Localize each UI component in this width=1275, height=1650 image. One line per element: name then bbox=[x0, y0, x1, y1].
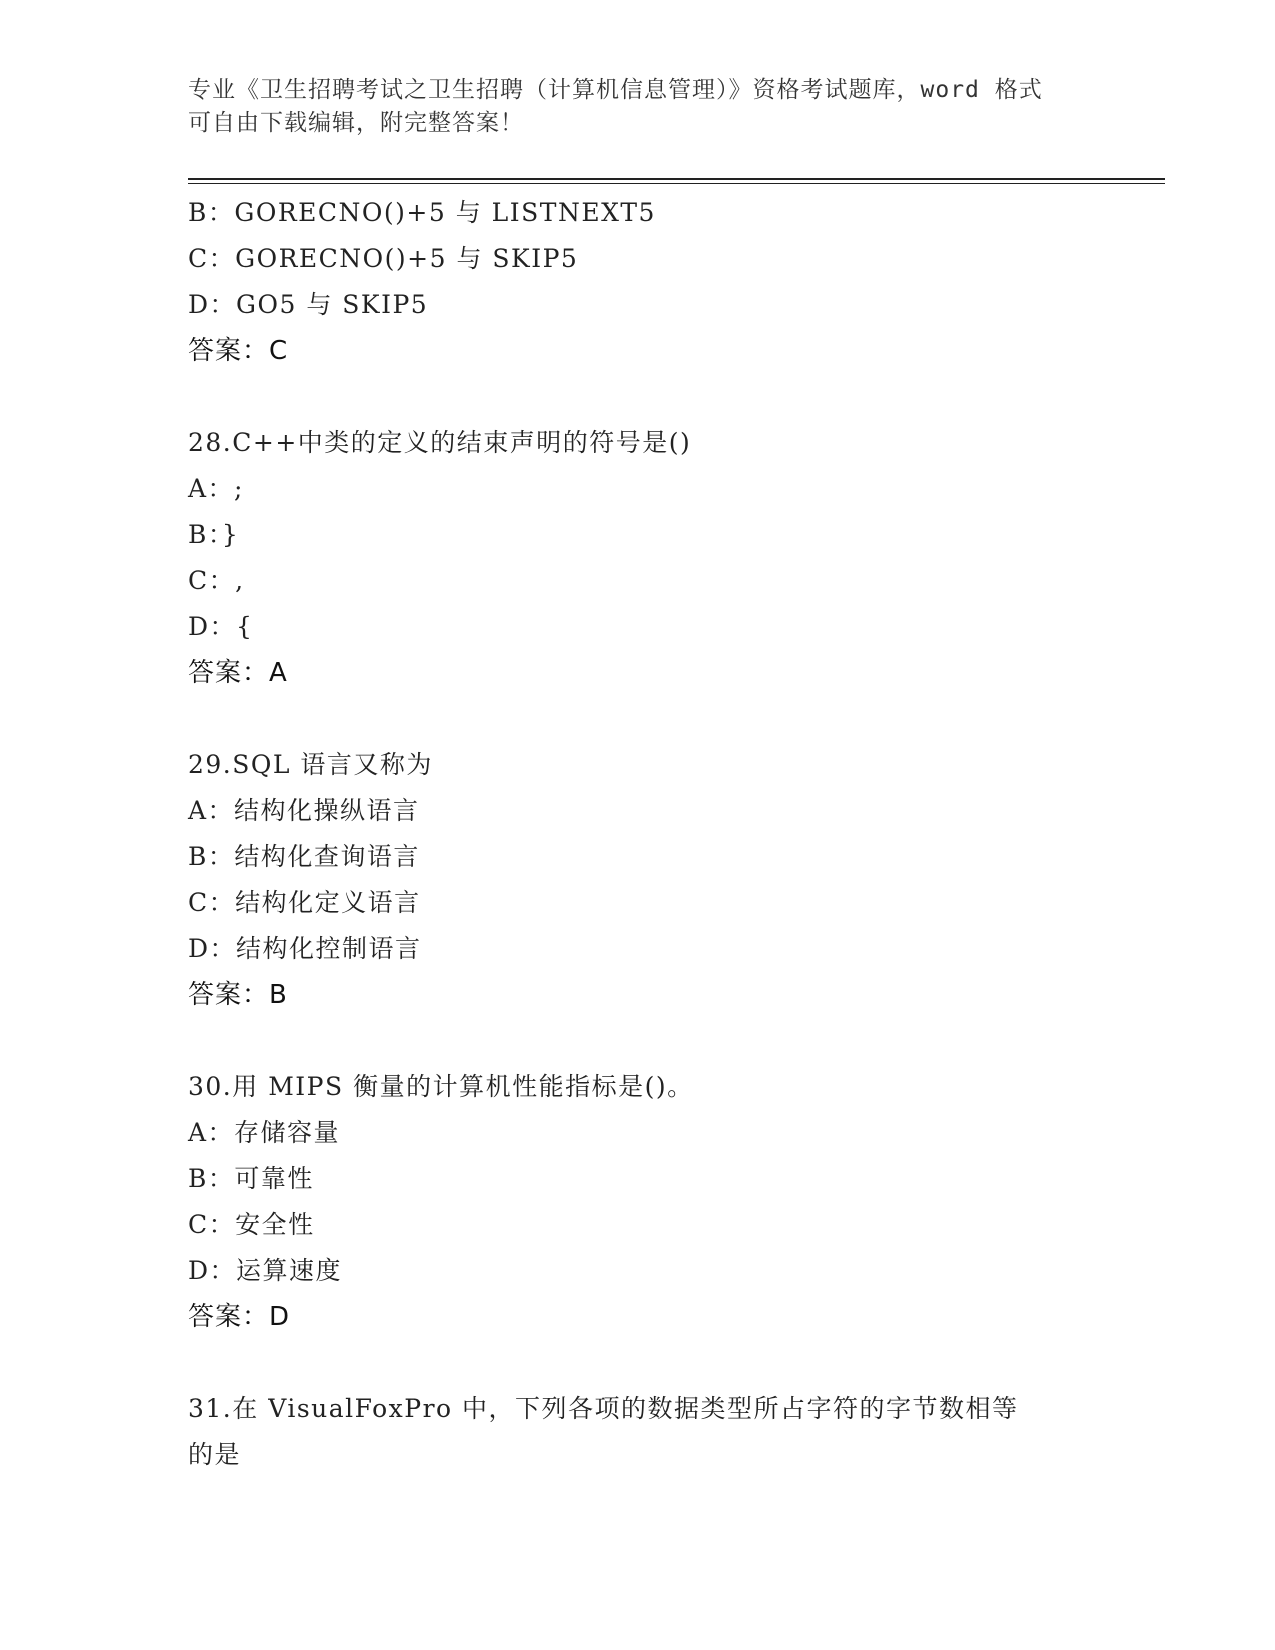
option-d: D：{ bbox=[188, 612, 254, 641]
answer-line: 答案：D bbox=[188, 1302, 291, 1332]
question-30 bbox=[188, 1064, 1088, 1340]
question-text: 30.用 MIPS 衡量的计算机性能指标是()。 bbox=[188, 1072, 694, 1101]
spacer bbox=[188, 1340, 1088, 1386]
header-divider-thin bbox=[188, 183, 1165, 184]
document-header bbox=[188, 74, 1088, 140]
question-list bbox=[188, 190, 1088, 1478]
question-29 bbox=[188, 742, 1088, 1018]
option-a: A：; bbox=[188, 474, 244, 503]
option-d: D：结构化控制语言 bbox=[188, 934, 422, 963]
answer-line: 答案：C bbox=[188, 336, 289, 366]
header-line-2: 可自由下载编辑，附完整答案！ bbox=[188, 110, 524, 136]
option-b: B：可靠性 bbox=[188, 1164, 314, 1193]
option-c: C：GORECNO()+5 与 SKIP5 bbox=[188, 244, 579, 273]
question-text: 28.C++中类的定义的结束声明的符号是() bbox=[188, 428, 692, 457]
option-b: B：GORECNO()+5 与 LISTNEXT5 bbox=[188, 198, 656, 227]
option-c: C：安全性 bbox=[188, 1210, 315, 1239]
option-c: C：结构化定义语言 bbox=[188, 888, 421, 917]
option-c: C：, bbox=[188, 566, 245, 595]
option-b: B：结构化查询语言 bbox=[188, 842, 420, 871]
question-text-line-1: 31.在 VisualFoxPro 中，下列各项的数据类型所占字符的字节数相等 bbox=[188, 1394, 1019, 1423]
question-31 bbox=[188, 1386, 1068, 1478]
spacer bbox=[188, 696, 1088, 742]
option-b: B：} bbox=[188, 520, 240, 549]
answer-line: 答案：A bbox=[188, 658, 288, 688]
option-a: A：结构化操纵语言 bbox=[188, 796, 420, 825]
option-d: D：GO5 与 SKIP5 bbox=[188, 290, 429, 319]
question-text: 29.SQL 语言又称为 bbox=[188, 750, 433, 779]
question-28 bbox=[188, 420, 1088, 696]
header-divider-thick bbox=[188, 178, 1165, 180]
header-line-1: 专业《卫生招聘考试之卫生招聘（计算机信息管理）》资格考试题库，word 格式 bbox=[188, 77, 1043, 103]
question-text-line-2: 的是 bbox=[188, 1440, 242, 1469]
question-27 bbox=[188, 190, 1088, 374]
option-a: A：存储容量 bbox=[188, 1118, 341, 1147]
option-d: D：运算速度 bbox=[188, 1256, 343, 1285]
spacer bbox=[188, 1018, 1088, 1064]
answer-line: 答案：B bbox=[188, 980, 288, 1010]
spacer bbox=[188, 374, 1088, 420]
